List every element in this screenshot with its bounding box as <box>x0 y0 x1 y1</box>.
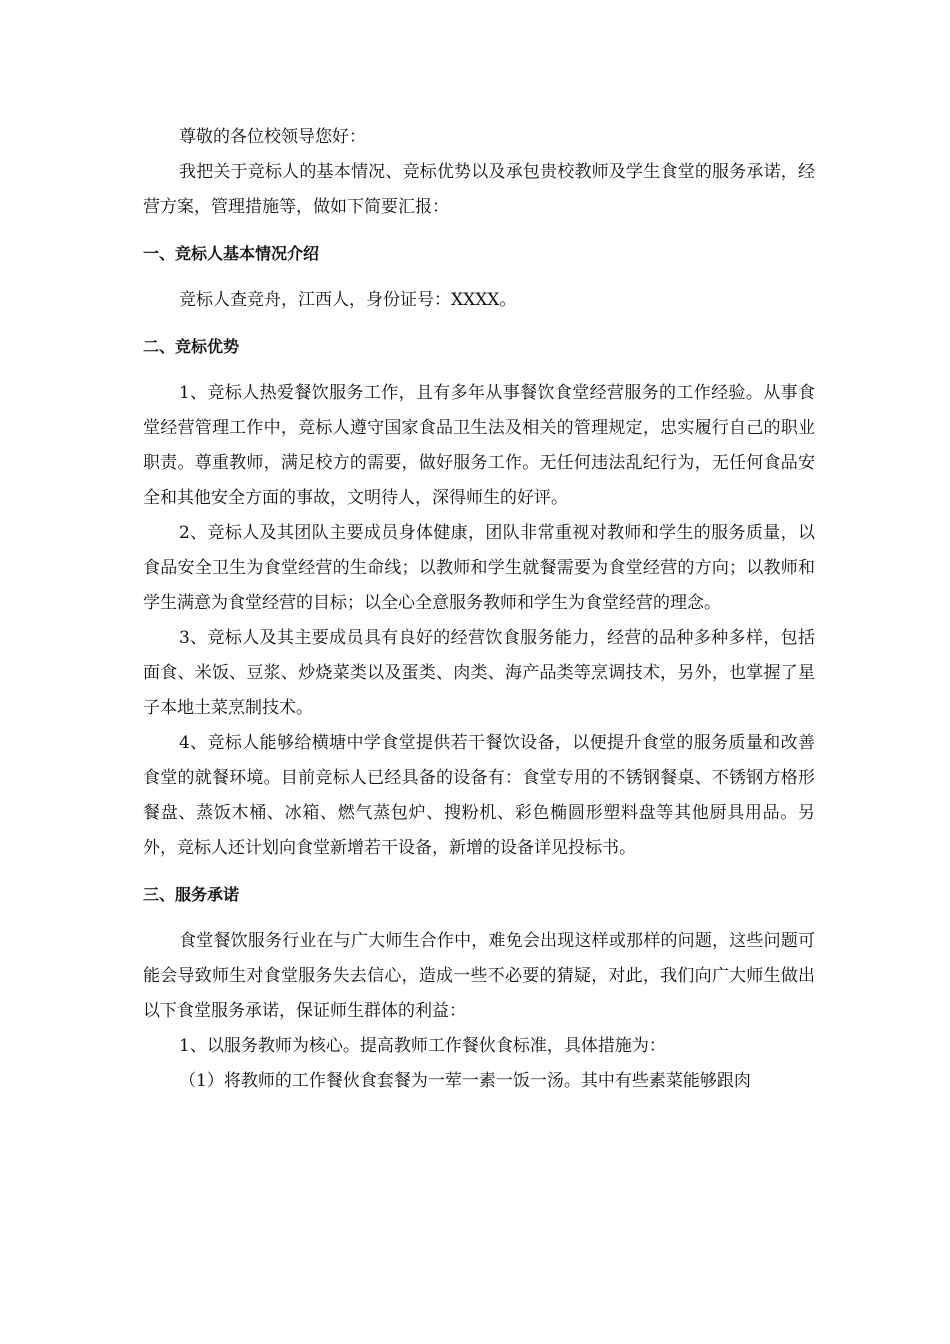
document-body <box>143 120 815 1099</box>
paragraph-commitment-1-1: （1）将教师的工作餐伙食套餐为一荤一素一饭一汤。其中有些素菜能够跟肉 <box>179 1071 751 1091</box>
paragraph-advantage-1: 1、竞标人热爱餐饮服务工作，且有多年从事餐饮食堂经营服务的工作经验。从事食堂经营管理工作中，竞标人遵守国家食品卫生法及相关的管理规定，忠实履行自己的职业职责。尊重教师，满足校方的需要，做好服务工作。无任何违法乱纪行为，无任何食品安全和其他安全方面的事故，文明待人，深得师生的好评。 <box>143 383 815 508</box>
section-heading-basic-info: 一、竞标人基本情况介绍 <box>143 244 320 263</box>
paragraph-advantage-4: 4、竞标人能够给横塘中学食堂提供若干餐饮设备，以便提升食堂的服务质量和改善食堂的就餐环境。目前竞标人已经具备的设备有：食堂专用的不锈钢餐桌、不锈钢方格形餐盘、蒸饭木桶、冰箱、燃气蒸包炉、搜粉机、彩色椭圆形塑料盘等其他厨具用品。另外，竞标人还计划向食堂新增若干设备，新增的设备详见投标书。 <box>143 733 815 858</box>
paragraph-commitment-intro: 食堂餐饮服务行业在与广大师生合作中，难免会出现这样或那样的问题，这些问题可能会导致师生对食堂服务失去信心，造成一些不必要的猜疑，对此，我们向广大师生做出以下食堂服务承诺，保证师生群体的利益： <box>143 931 815 1021</box>
paragraph-advantage-2: 2、竞标人及其团队主要成员身体健康，团队非常重视对教师和学生的服务质量，以食品安全卫生为食堂经营的生命线；以教师和学生就餐需要为食堂经营的方向；以教师和学生满意为食堂经营的目标；以全心全意服务教师和学生为食堂经营的理念。 <box>143 523 815 613</box>
paragraph-advantage-3: 3、竞标人及其主要成员具有良好的经营饮食服务能力，经营的品种多种多样，包括面食、米饭、豆浆、炒烧菜类以及蛋类、肉类、海产品类等烹调技术，另外，也掌握了星子本地土菜烹制技术。 <box>143 628 815 718</box>
section-heading-service-commitment: 三、服务承诺 <box>143 885 240 904</box>
paragraph-commitment-1: 1、以服务教师为核心。提高教师工作餐伙食标准，具体措施为： <box>179 1036 666 1056</box>
salutation: 尊敬的各位校领导您好： <box>179 127 366 147</box>
intro-paragraph: 我把关于竞标人的基本情况、竞标优势以及承包贵校教师及学生食堂的服务承诺，经营方案，管理措施等，做如下简要汇报： <box>143 162 815 217</box>
section-heading-advantages: 二、竞标优势 <box>143 337 240 356</box>
paragraph-basic-info: 竞标人查竞舟，江西人，身份证号：XXXX。 <box>179 290 517 310</box>
